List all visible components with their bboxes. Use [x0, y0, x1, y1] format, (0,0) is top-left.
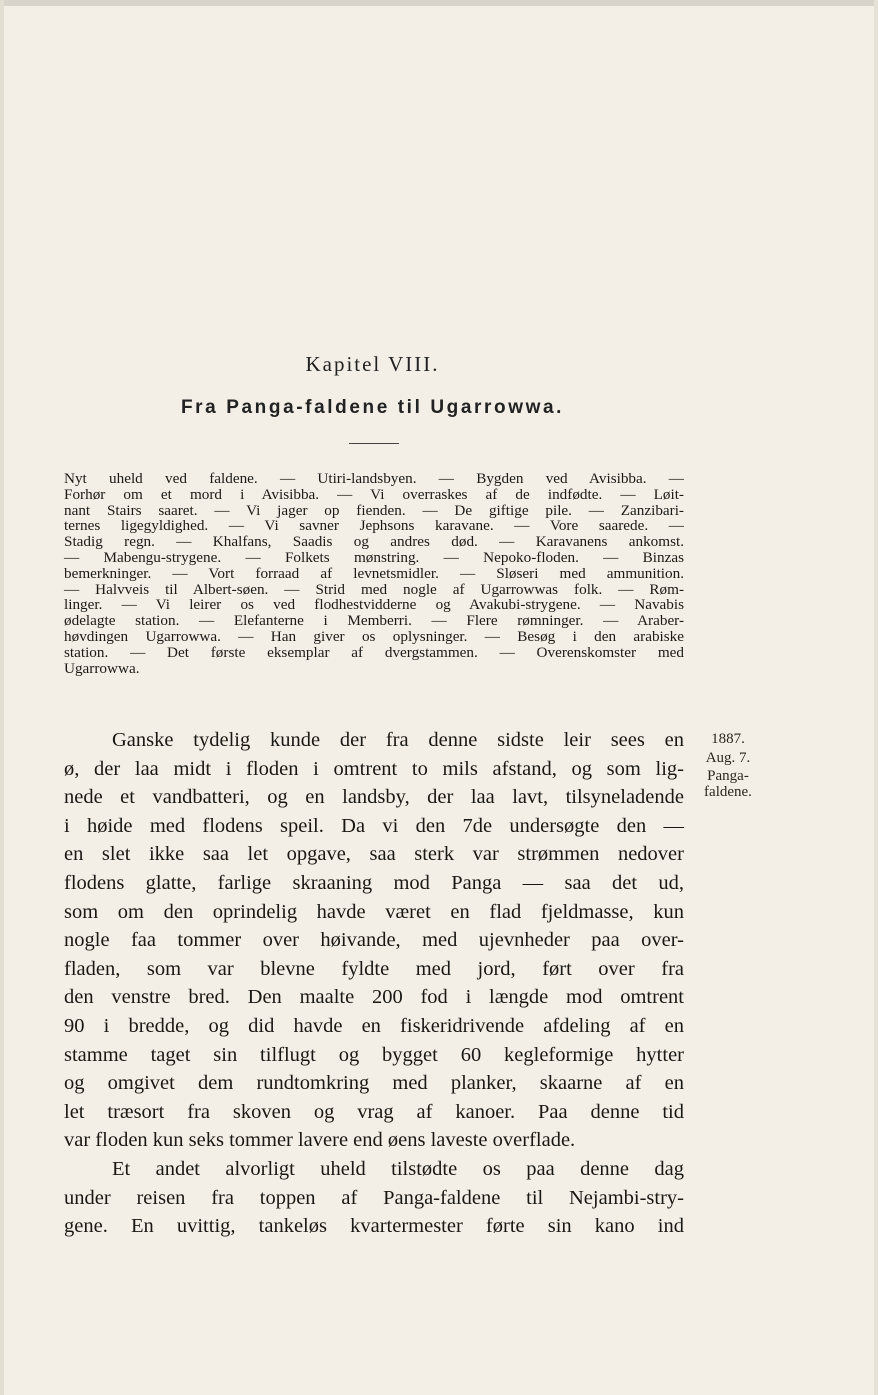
summary-line: station. — Det første eksemplar af dvergstammen. — Overenskomster med	[64, 643, 684, 661]
body-line: stamme taget sin tilflugt og bygget 60 kegleformige hytter	[64, 1043, 684, 1066]
margin-place-line2: faldene.	[704, 784, 752, 800]
body-line: Et andet alvorligt uheld tilstødte os paa denne dag	[112, 1157, 684, 1180]
body-line: som om den oprindelig havde været en flad fjeldmasse, kun	[64, 900, 684, 923]
summary-line: Nyt uheld ved faldene. — Utiri-landsbyen. — Bygden ved Avisibba. —	[64, 470, 684, 487]
chapter-summary	[64, 471, 684, 676]
body-line: og omgivet dem rundtomkring med planker, skaarne af en	[64, 1072, 684, 1095]
summary-line: ødelagte station. — Elefanterne i Memberri. — Flere rømninger. — Araber-	[64, 612, 684, 630]
margin-place-line1: Panga-	[707, 768, 749, 784]
body-line: gene. En uvittig, tankeløs kvartermester førte sin kano ind	[64, 1215, 684, 1238]
body-line: var floden kun seks tommer lavere end øens laveste overflade.	[64, 1129, 576, 1152]
summary-line: linger. — Vi leirer os ved flodhestvidderne og Avakubi-strygene. — Navabis	[64, 596, 684, 614]
summary-line: ternes ligegyldighed. — Vi savner Jephsons karavane. — Vore saarede. —	[64, 517, 684, 535]
body-line: nede et vandbatteri, og en landsby, der laa lavt, tilsyneladende	[64, 786, 684, 809]
body-line: fladen, som var blevne fyldte med jord, ført over fra	[64, 957, 684, 980]
body-line: Ganske tydelig kunde der fra denne sidste leir sees en	[112, 729, 684, 751]
body-line: den venstre bred. Den maalte 200 fod i længde mod omtrent	[64, 986, 684, 1009]
summary-line: Stadig regn. — Khalfans, Saadis og andres død. — Karavanens ankomst.	[64, 533, 684, 551]
page-edge-top	[0, 0, 878, 6]
body-line: 90 i bredde, og did havde en fiskeridrivende afdeling af en	[64, 1014, 684, 1037]
margin-note	[693, 730, 763, 800]
body-line: flodens glatte, farlige skraaning mod Panga — saa det ud,	[64, 871, 684, 894]
page-edge-left	[0, 0, 4, 1395]
body-line: en slet ikke saa let opgave, saa sterk var strømmen nedover	[64, 843, 684, 866]
summary-line: — Halvveis til Albert-søen. — Strid med nogle af Ugarrowwas folk. — Røm-	[64, 580, 684, 598]
chapter-title: Fra Panga-faldene til Ugarrowwa.	[180, 397, 565, 418]
title-divider	[349, 443, 399, 444]
body-line: under reisen fra toppen af Panga-faldene til Nejambi-stry-	[64, 1186, 684, 1209]
body-line: let træsort fra skoven og vrag af kanoer. Paa denne tid	[64, 1100, 684, 1123]
summary-line: Ugarrowwa.	[64, 659, 140, 677]
body-line: nogle faa tommer over høivande, med ujevnheder paa over-	[64, 929, 684, 952]
summary-line: bemerkninger. — Vort forraad af levnetsmidler. — Sløseri med ammunition.	[64, 564, 684, 582]
body-text	[64, 726, 684, 1241]
summary-line: høvdingen Ugarrowwa. — Han giver os oplysninger. — Besøg i den arabiske	[64, 627, 684, 645]
chapter-label: Kapitel VIII.	[305, 352, 440, 376]
margin-date: Aug. 7.	[705, 750, 751, 766]
summary-line: — Mabengu-strygene. — Folkets mønstring. — Nepoko-floden. — Binzas	[64, 548, 684, 566]
summary-line: nant Stairs saaret. — Vi jager op fienden. — De giftige pile. — Zanzibari-	[64, 501, 684, 519]
summary-line: Forhør om et mord i Avisibba. — Vi overraskes af de indfødte. — Løit-	[64, 485, 684, 503]
margin-year: 1887.	[711, 731, 745, 747]
page-edge-right	[874, 0, 878, 1395]
body-line: i høide med flodens speil. Da vi den 7de undersøgte den —	[64, 814, 684, 837]
body-line: ø, der laa midt i floden i omtrent to mils afstand, og som lig-	[64, 757, 684, 780]
